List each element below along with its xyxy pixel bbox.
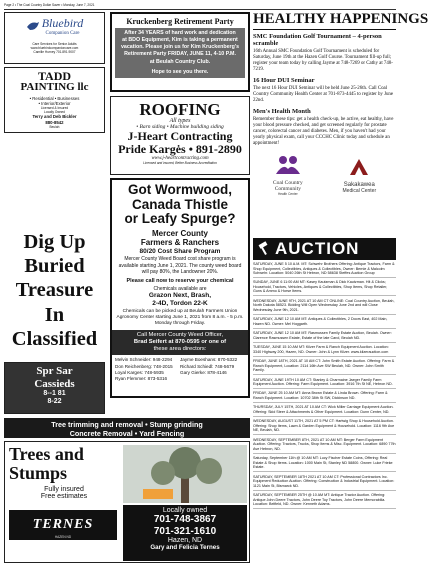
auction-entry: SATURDAY, JUNE 5 10 A.M. MT: Schwehr Brothers Offering: Antique Tractors, Farm & Shop Equipment, Collectibles, Antiques & Collectibles, Owner: Bernie & Malcolm Schwehr. Location: 5040 26th St Hebron, ND 58638 Steffes Auction Group xyxy=(253,262,396,278)
wormwood-pickup: Chemicals can be picked up at Beulah Farmers Union Agronomy Center starting June 1, 2021 from 8 a.m. - 5 p.m. Monday through Friday. xyxy=(116,309,244,326)
tree-photo-art xyxy=(123,445,247,503)
weed-officer-bar xyxy=(112,330,248,355)
healthy-body-2: Remember these tips: get a health check-up, be active, eat healthy, have your blood pressure checked, and get screened regularly for prostate cancer, colorectal cancer and diabetes. Men, if you haven't had your yearly physical exam, call your CCCHC Clinic today and schedule an appointment! xyxy=(253,116,394,147)
garage-sale-ad xyxy=(4,362,105,414)
tadd-painting-ad xyxy=(4,67,105,133)
wormwood-title-l3: or Leafy Spurge? xyxy=(124,211,236,227)
kruckenberg-ad xyxy=(110,12,250,92)
director-6: Ryan Flemmer: 873-5316 xyxy=(115,376,168,382)
coal-country-logo xyxy=(273,155,303,196)
roofing-phone: Pride Kargės • 891-2890 xyxy=(118,142,242,157)
digup-line-1: Buried xyxy=(24,255,85,278)
bluebird-sub: Companion Care xyxy=(45,31,80,36)
sale-line4: 8-22 xyxy=(47,398,62,406)
tree-photo xyxy=(123,445,247,503)
bird-icon xyxy=(26,19,40,33)
director-5: Gary Gierke: 878-4146 xyxy=(180,370,227,375)
weed-officer-line1: Call Mercer County Weed Officer, xyxy=(136,331,224,338)
auction-entry: SATURDAY, JUNE 12 10 AM MT: Antiques & Collectibles, 2 Doors East, 402 Main, Hazen ND. Owner: Mel Hoggarth. xyxy=(253,317,396,329)
sakakawea-icon xyxy=(348,157,370,177)
wormwood-org-l1: Mercer County xyxy=(151,228,208,238)
tadd-owners: Terry and Deb Bickler xyxy=(32,114,77,120)
ternes-contact xyxy=(123,505,247,561)
ternes-ad xyxy=(4,441,250,563)
kruckenberg-line-0: After 34 YEARS of hard work and dedication xyxy=(124,30,236,36)
auction-entry: SUNDAY, JUNE 6 11:00 AM MT: Kasey Kautzman & Dick Kautzman. Hit & Clicks; Household, Tractors, Vehicles, Antiques & Collectibles, Shop Items, Shop Retailer, Guns & Ammo & Horse Items. xyxy=(253,280,396,296)
digup-line-2: Treasure xyxy=(15,279,94,302)
healthy-heading-0: SMC Foundation Golf Tournament – 4-person scramble xyxy=(253,33,382,48)
tree-services-banner xyxy=(4,418,250,438)
bluebird-contact: Camille Hurney 701.891.9007 xyxy=(33,50,76,54)
roofing-types: • Barn siding • Machine building siding xyxy=(136,124,224,130)
coal-country-name: Coal Country xyxy=(272,180,303,187)
director-2: Don Reichenberg: 748-2015 xyxy=(115,363,173,369)
directors-grid xyxy=(112,355,248,385)
roofing-company: J-Heart Contracting xyxy=(127,129,233,143)
roofing-title: ROOFING xyxy=(139,100,221,119)
tadd-name2: PAINTING llc xyxy=(20,81,89,93)
bluebird-web: www.bluebirdcompanioncare.com xyxy=(30,46,79,50)
wormwood-avail: Chemicals available are xyxy=(153,286,207,293)
digup-line-0: Dig Up xyxy=(23,231,86,253)
wormwood-body: Mercer County Weed Board cost share program is available starting June 1, 2021. The county weed board will pay 80%, the Landowner 20%. xyxy=(118,256,242,275)
auction-entry: SATURDAY, JUNE 12 10 AM MT: Rasmussen Family Estate Auction, Beulah. Owner: Clarence Rasmussen Estate, Estate of the late Carol, Beulah ND. xyxy=(253,331,396,343)
wormwood-chemicals-l2: 2-4D, Tordon 22-K xyxy=(152,299,208,307)
director-3: Richard Schiedl: 748-5679 xyxy=(180,363,235,369)
coal-country-name3: Health Center xyxy=(277,192,298,197)
healthy-body-1: The next 16 Hour DUI Seminar will be held June 25-26th. Call Coal Country Community Health Center at 701-873-4445 to register by June 22nd. xyxy=(253,85,394,104)
trees-title-l2: Stumps xyxy=(9,462,68,483)
healthy-title: HEALTHY HAPPENINGS xyxy=(253,12,396,30)
auction-entry: TUESDAY, JUNE 15 10 AM MT: Kilzer Farm & Ranch Equipment Auction. Location: 3340 Highway 200, Hazen, ND. Owner: John & Lynn Kilzer. www.kilzerauction.com xyxy=(253,345,396,357)
auction-entry: WEDNESDAY, JUNE 9TH, 2021 AT 10 AM CT ONLINE: Coal Country Auction, Beulah, North Dakota 58523. Bidding Will Open Wednesday June 2nd and will Close Wednesday June 9th, 2021. xyxy=(253,299,396,315)
tadd-name: TADD xyxy=(37,69,72,83)
auction-entry: WEDNESDAY, AUGUST 11TH, 2021 AT 5 PM CT: Hartwig Shop & Household Auction. Offering: Shop Items, Lawn & Garden Equipment & Household. Location: 1116 9th Ave NE, Beulah, ND. xyxy=(253,419,396,435)
healthy-heading-1: 16 Hour DUI Seminar xyxy=(253,77,315,85)
ternes-badge: HAZEN ND xyxy=(54,535,72,539)
tree-line1: Tree trimming and removal • Stump grinding xyxy=(51,420,203,429)
trees-insured: Fully insured xyxy=(44,485,84,493)
ternes-owners: Gary and Felicia Ternes xyxy=(150,544,220,551)
digup-line-3: In xyxy=(44,303,65,326)
tadd-city: Beulah xyxy=(49,124,60,129)
tadd-service-2: Licensed & Insured xyxy=(40,106,69,111)
tadd-service-1: • Interior/Exterior xyxy=(38,100,71,106)
wormwood-callout: Please call now to reserve your chemical xyxy=(126,278,234,285)
director-0: Melvin Schneider: 948-2294 xyxy=(115,357,173,363)
auction-header xyxy=(253,238,396,260)
director-4: Loyal Karges: 748-5935 xyxy=(115,370,164,375)
weed-officer-line2: Brad Seifert at 870-0595 or one of xyxy=(133,339,227,346)
wormwood-title-l2: Canada Thistle xyxy=(131,196,229,212)
kruckenberg-line-1: at BDO Equipment, Kim is taking a permanent xyxy=(122,37,238,44)
ternes-phone1: 701-748-3867 xyxy=(153,514,217,525)
kruckenberg-line-3: Retirement Party FRIDAY, JUNE 11, 4-10 P.M. xyxy=(124,51,236,58)
wormwood-org-l2: Farmers & Ranchers xyxy=(140,237,220,247)
tree-line2: Concrete Removal • Yard Fencing xyxy=(69,429,185,438)
auction-entry: FRIDAY, JUNE 18TH, 2021 AT 10 AM CT: John Smith Estate Auction. Offering: Farm & Ranch Equipment, Location: 2114 16th Ave SW Beulah, ND. Owner: John Smith Family. xyxy=(253,359,396,375)
trees-text xyxy=(9,445,119,500)
sale-line3: 8--1 81 xyxy=(43,389,66,397)
roofing-web: www.j-heartcontracting.com xyxy=(151,156,209,162)
bluebird-tagline: Care Services for Senior Adults xyxy=(32,42,77,46)
auction-entry: FRIDAY, JUNE 25 10 AM MT: Anna Brown Estate & Linda Brown. Offering: Farm & Ranch Equipment. Location: 10702 38th St SW, Dickinson ND. xyxy=(253,391,396,403)
auction-section xyxy=(253,238,396,514)
ternes-phone2: 701-321-1610 xyxy=(153,525,217,537)
sakakawea-name: Sakakawea xyxy=(343,182,375,189)
ternes-owned: Locally owned xyxy=(162,507,208,514)
roofing-subtitle: All types xyxy=(169,118,191,124)
sakakawea-sub: Medical Center xyxy=(342,188,377,195)
digup-line-4: Classified xyxy=(11,327,98,350)
bluebird-ad xyxy=(4,12,105,64)
auction-entry: Saturday, September 11th @ 10 AM MT: Lucy Fischer Estate Coins, Offering: Real Estate & Shop Items. Location: 1000 Main St, Stanley ND 58800. Owner: Luke Frieke Estate. xyxy=(253,456,396,472)
kruckenberg-line-4: at Beulah Country Club. xyxy=(149,58,211,65)
wormwood-title-l1: Got Wormwood, xyxy=(128,182,232,197)
header-rule xyxy=(4,9,396,10)
weed-officer-line3: these area directors: xyxy=(153,346,207,353)
kruckenberg-title: Kruckenberg Retirement Party xyxy=(126,17,234,26)
auction-entry: SATURDAY, SEPTEMBER 25TH @ 10 AM MT: Antique Tractor Auction. Offering: Antique John Deere Tractors, John Deere Toy Tractors, John Deere Memorabilia. Location: Belfield, ND. Owner: Kenneth Adams. xyxy=(253,493,396,509)
kruckenberg-closing: Hope to see you there. xyxy=(151,68,209,75)
tadd-service-0: • Residential • Businesses xyxy=(29,95,80,101)
coal-country-name2: Community xyxy=(274,186,301,193)
sale-title: Spr Sar xyxy=(36,365,73,377)
wormwood-chemicals-l1: Grazon Next, Brash, xyxy=(148,292,212,300)
bluebird-name: Bluebird xyxy=(41,16,84,30)
director-1: Jayme Boeshans: 870-5322 xyxy=(180,357,238,363)
roofing-licensed: Licensed and insured, Better Business Accreditation xyxy=(143,161,217,166)
auction-list xyxy=(253,262,396,509)
auction-entry: SATURDAY, SEPTEMBER 18TH 2021 AT 10 AM CT: Professional Contractors Inc. Equipment Reduction Auction. Offering: Construction & Industrial Equipment. Location: 1121 Main St, Bismarck ND. xyxy=(253,475,396,491)
tadd-phone: 880-8542 xyxy=(45,119,64,125)
kruckenberg-line-2: vacation. Please join us for Kim Kruckenberg's xyxy=(120,44,240,51)
trees-estimates: Free estimates xyxy=(40,492,88,500)
auction-title: AUCTION xyxy=(275,239,360,258)
gavel-icon xyxy=(257,241,271,255)
sale-line2: Cassieds xyxy=(34,377,75,390)
wormwood-ad xyxy=(110,178,250,398)
ternes-city: Hazen, ND xyxy=(167,537,203,544)
wormwood-program: 80/20 Cost Share Program xyxy=(139,248,221,256)
page-line: Page 2 • The Coal Country Dollar Saver • Monday, June 7, 2021 xyxy=(4,3,95,7)
roofing-ad xyxy=(110,96,250,175)
auction-entry: SATURDAY, JUNE 19TH 10 AM CT: Stanley & Charmaine Jaeger Family Farm Equipment Auction. Offering: Farm Equipment. Location: 3916 7th St NE, Hebron ND. xyxy=(253,378,396,390)
auction-entry: THURSDAY, JULY 15TH, 2021 AT 10 AM CT: Wick Miller Carriage Equipment Auction. Offering: Skid Steer & Attachments & Other Equipment. Location: Dunn Center, ND. xyxy=(253,405,396,417)
director-7 xyxy=(180,376,245,382)
healthy-happenings xyxy=(253,11,428,234)
ternes-name: TERNES xyxy=(32,517,94,532)
healthy-body-0: 16th Annual SMC Foundation Golf Tournament is scheduled for Saturday, June 19th at the Hazen Golf Course. Tournament fill-up full; register your team today by calling Jayme at 748-7269 or Cathy at 748-7219. xyxy=(253,48,393,73)
auction-entry: WEDNESDAY, SEPTEMBER 8TH, 2021 AT 10 AM MT: Berger Farm Equipment Auction. Offering: Tractors, Trucks, Shop Items & Misc. Equipment. Location: 6890 77th Ave Hebron, ND. xyxy=(253,438,396,454)
tadd-service-3: Locally Owned xyxy=(44,110,65,115)
page-header xyxy=(4,3,396,7)
ternes-logo xyxy=(9,510,117,540)
healthy-heading-2: Men's Health Month xyxy=(253,108,311,116)
people-icon xyxy=(273,155,303,175)
sakakawea-logo xyxy=(343,157,377,194)
trees-title-l1: Trees and xyxy=(9,444,84,464)
dig-up-ad xyxy=(4,228,105,360)
